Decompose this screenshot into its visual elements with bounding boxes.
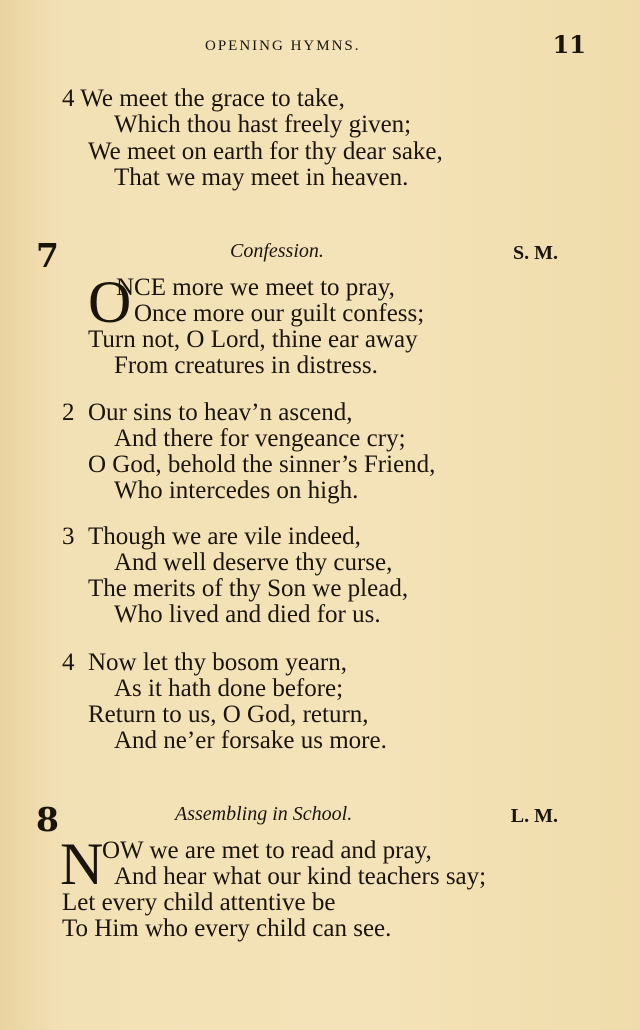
verse-line bbox=[62, 650, 347, 676]
verse-line: And there for vengeance cry; bbox=[114, 425, 406, 452]
verse-line: As it hath done before; bbox=[114, 675, 344, 702]
continuation-line-1: 4 We meet the grace to take, bbox=[62, 85, 345, 112]
hymn-line: Let every child attentive be bbox=[62, 889, 336, 916]
verse-line bbox=[62, 524, 361, 550]
running-head: OPENING HYMNS. bbox=[205, 38, 361, 54]
hymn-title: Confession. bbox=[230, 240, 324, 262]
verse-line: The merits of thy Son we plead, bbox=[88, 575, 409, 602]
verse-line bbox=[62, 400, 353, 426]
verse-number: 3 bbox=[62, 523, 75, 550]
verse-line-text: Though we are vile indeed, bbox=[88, 523, 361, 550]
hymn-line: To Him who every child can see. bbox=[62, 915, 392, 942]
hymn-line: From creatures in distress. bbox=[114, 352, 378, 379]
continuation-line-4: That we may meet in heaven. bbox=[114, 164, 409, 191]
hymn-line: And hear what our kind teachers say; bbox=[114, 863, 487, 890]
hymn-line: Once more our guilt confess; bbox=[134, 300, 425, 327]
verse-line: And ne’er forsake us more. bbox=[114, 727, 387, 754]
verse-line: Return to us, O God, return, bbox=[88, 701, 369, 728]
hymn-number: 7 bbox=[36, 236, 59, 275]
hymn-meter: S. M. bbox=[513, 242, 558, 264]
hymn-title: Assembling in School. bbox=[175, 803, 353, 825]
hymn-meter: L. M. bbox=[510, 805, 558, 827]
verse-number: 2 bbox=[62, 399, 75, 426]
verse-line: And well deserve thy curse, bbox=[114, 549, 393, 576]
hymn-line: OW we are met to read and pray, bbox=[102, 837, 432, 864]
page-number: 11 bbox=[552, 30, 586, 59]
continuation-line-2: Which thou hast freely given; bbox=[114, 111, 412, 138]
hymn-number: 8 bbox=[36, 800, 59, 839]
hymn-line: Turn not, O Lord, thine ear away bbox=[88, 326, 418, 353]
verse-line: O God, behold the sinner’s Friend, bbox=[88, 451, 436, 478]
drop-cap: O bbox=[88, 269, 132, 335]
verse-line-text: Our sins to heav’n ascend, bbox=[88, 399, 353, 426]
verse-line: Who intercedes on high. bbox=[114, 477, 359, 504]
hymn-line: NCE more we meet to pray, bbox=[116, 274, 395, 301]
drop-cap: N bbox=[60, 831, 104, 897]
verse-line: Who lived and died for us. bbox=[114, 601, 381, 628]
verse-line-text: Now let thy bosom yearn, bbox=[88, 649, 347, 676]
verse-number: 4 bbox=[62, 649, 75, 676]
continuation-line-3: We meet on earth for thy dear sake, bbox=[88, 138, 443, 165]
